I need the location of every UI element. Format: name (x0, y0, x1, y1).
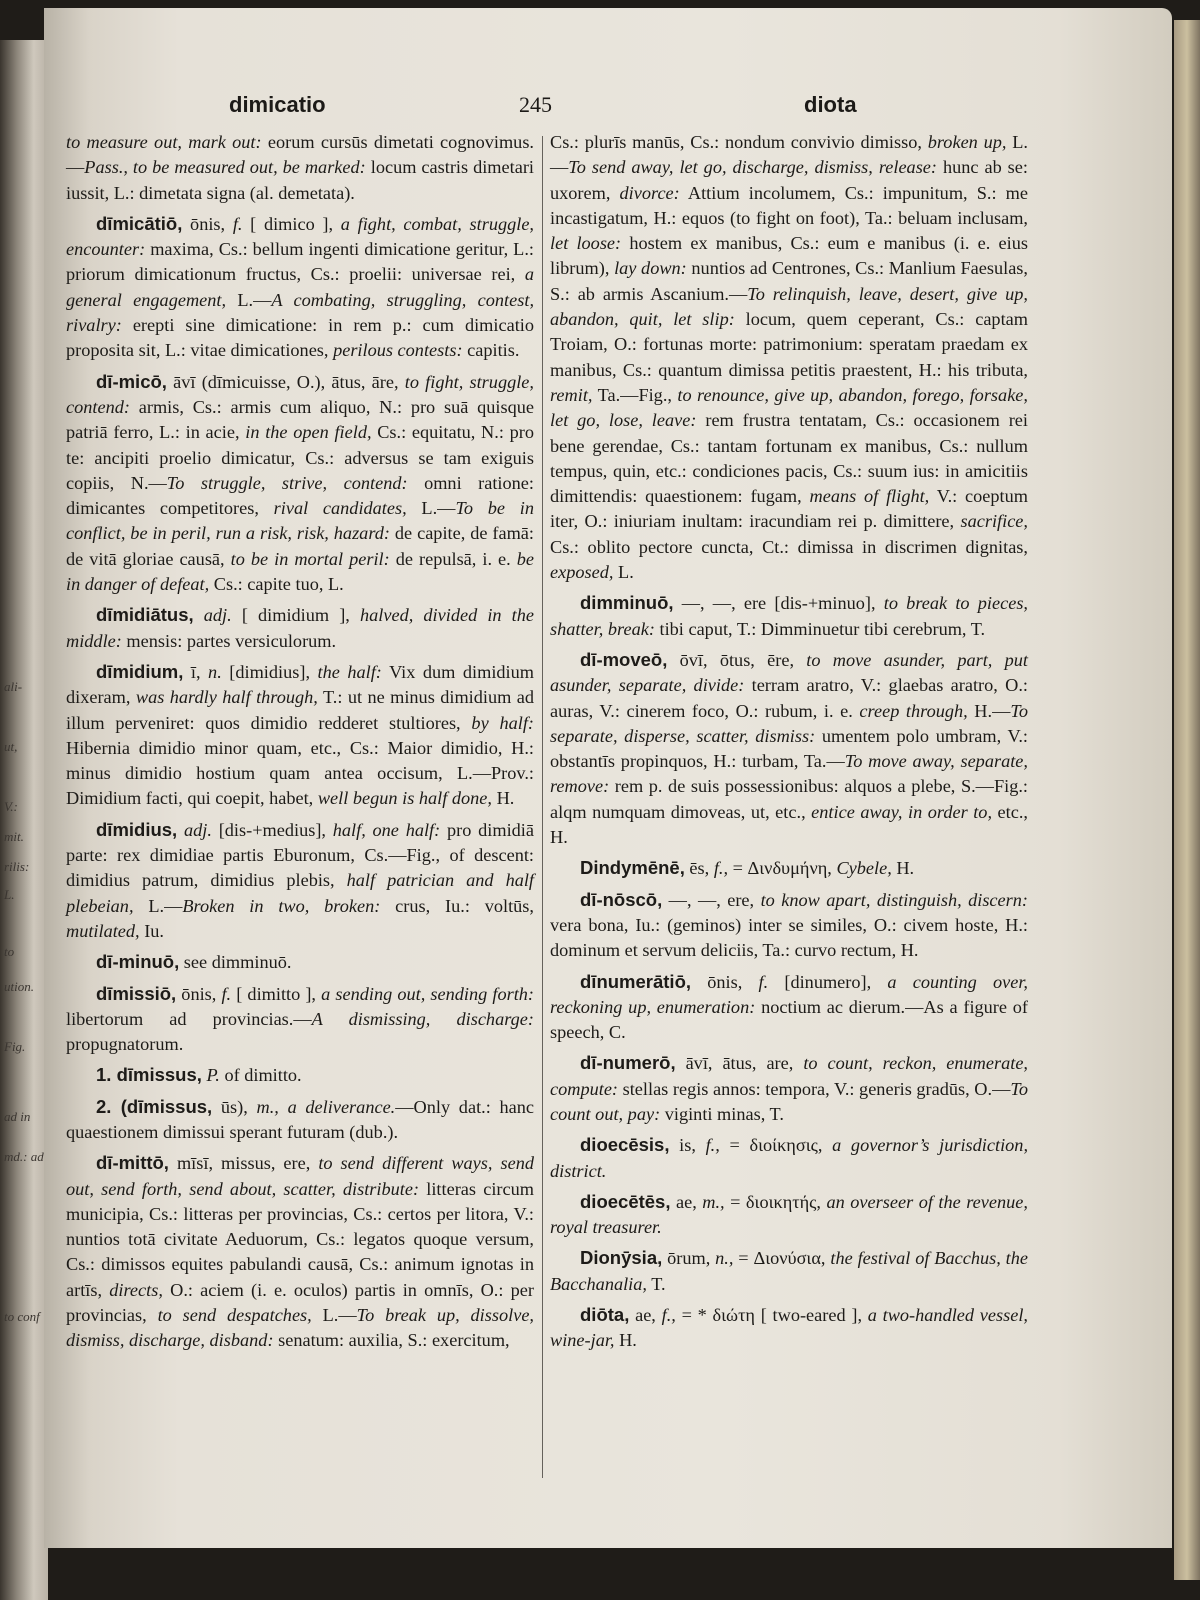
entry-definition: n. (208, 661, 222, 682)
entry-headword: 1. dīmissus, (96, 1064, 202, 1086)
entry-definition: f., (713, 858, 729, 879)
dictionary-entry (66, 602, 534, 654)
entry-text: noctium ac dierum.—As a figure of speech, C. (550, 996, 1029, 1043)
dictionary-entry (66, 1094, 534, 1146)
left-column (66, 130, 534, 1359)
entry-definition: rival candidates, (273, 498, 407, 519)
entry-text: of dimitto. (219, 1065, 302, 1086)
entry-definition: to count, reckon, enumerate, compute: (550, 1053, 1029, 1099)
dictionary-entry (550, 590, 1028, 642)
entry-definition: half, one half: (332, 819, 441, 840)
dictionary-entry (550, 1189, 1028, 1241)
entry-text: T.: ut ne minus dimidium ad illum perveniret: quos dimidio redderet stultiores, (66, 687, 534, 733)
entry-text: = διοικητής, (724, 1191, 827, 1212)
entry-definition: to measure out, mark out: (66, 132, 262, 152)
entry-definition: a counting over, reckoning up, enumeration: (550, 971, 1028, 1017)
entry-headword: dīmicātiō, (96, 212, 183, 234)
entry-text: de repulsā, i. e. (389, 548, 517, 569)
entry-headword: dī-mittō, (96, 1152, 169, 1174)
entry-headword: diōta, (580, 1304, 630, 1326)
entry-definition: divorce: (619, 182, 680, 203)
entry-text: umentem polo umbram, V.: obstantīs propinquos, H.: turbam, Ta.— (550, 725, 1028, 772)
entry-definition: to fight, struggle, contend: (66, 371, 534, 417)
entry-text: [dinumero], (768, 971, 888, 992)
entry-definition: mutilated, (66, 920, 140, 941)
entry-text: Ta.—Fig., (592, 384, 678, 405)
entry-text: capitis. (462, 340, 520, 361)
entry-text: tibi caput, T.: Dimminuetur tibi cerebrum, T. (654, 618, 986, 639)
facing-page-fragment: md.: ad (4, 1149, 44, 1164)
entry-definition: n., (715, 1248, 734, 1269)
dictionary-entry (66, 817, 534, 944)
entry-definition: A dismissing, discharge: (311, 1008, 534, 1029)
dictionary-entry (550, 1132, 1028, 1184)
facing-page-fragment: ution. (4, 979, 34, 994)
entry-definition: A combating, struggling, contest, rivalry: (66, 289, 535, 336)
entry-headword: dīmidium, (96, 660, 184, 682)
entry-definition: was hardly half through, (135, 687, 318, 708)
entry-text: Cs.: capite tuo, L. (209, 574, 344, 595)
entry-definition: To be in conflict, be in peril, run a risk, risk, hazard: (66, 498, 534, 544)
entry-text: ōnis, (176, 983, 222, 1004)
entry-text: locum castris dimetari iussit, L.: dimetata signa (al. demetata). (66, 157, 534, 203)
entry-text: ae, (629, 1305, 662, 1326)
facing-page-fragment: rilis: (4, 859, 30, 874)
dictionary-entry (550, 130, 1028, 585)
entry-text: L.— (226, 289, 272, 310)
entry-definition: well begun is half done, (317, 788, 492, 809)
entry-text: —, —, ere [dis-+minuo], (673, 593, 884, 614)
entry-text: L. (613, 562, 634, 583)
entry-definition: To send away, let go, discharge, dismiss, release: (568, 157, 938, 178)
dictionary-entry (550, 1302, 1028, 1354)
entry-text: armis, Cs.: armis cum aliquo, N.: pro suā quisque patriā ferro, L.: in acie, (66, 396, 534, 443)
facing-page-fragment: mit. (4, 829, 24, 844)
entry-text: L.— (550, 132, 1028, 178)
dictionary-entry (66, 130, 534, 206)
entry-headword: dimminuō, (580, 592, 674, 614)
entry-definition: Cybele, (836, 858, 892, 879)
entry-definition: adj. (203, 605, 232, 626)
entry-text (279, 1097, 288, 1117)
entry-text: [dimidius], (221, 661, 318, 682)
entry-definition: Pass., to be measured out, be marked: (84, 157, 366, 178)
dictionary-entry (66, 1062, 534, 1088)
facing-page-fragment: L. (4, 887, 15, 902)
dictionary-entry (66, 369, 534, 598)
entry-text (177, 820, 184, 840)
entry-text: rem frustra tentatam, Cs.: occasionem rei bene gerendae, Cs.: tantam fortunam ex manibus, Cs.: nullum tempus, quin, etc.: condiciones pacis, Cs.: suum ius: in amicitiis dimittendis: quaestionem: fugam, (550, 410, 1028, 507)
entry-text: Attium incolumem, Cs.: impunitum, S.: me incastigatum, H.: equos (to fight on foot), Ta.: beluam inclusam, (550, 182, 1028, 228)
entry-text: L.— (406, 498, 456, 519)
entry-text: see dimminuō. (179, 952, 292, 973)
facing-page-fragment: V.: (4, 799, 18, 814)
adjacent-page-edge (0, 40, 48, 1600)
entry-text: ōvī, ōtus, ēre, (667, 649, 807, 670)
right-guide-word: diota (804, 92, 857, 117)
entry-text: = διοίκησις, (719, 1135, 833, 1156)
entry-definition: a governor’s jurisdiction, district. (550, 1135, 1029, 1181)
entry-text: terram aratro, V.: glaebas aratro, O.: auras, V.: cinerem foco, O.: rubum, i. e. (550, 675, 1028, 721)
entry-text: = Δινδυμήνη, (728, 858, 837, 879)
entry-definition: let loose: (550, 233, 622, 254)
dictionary-entry (550, 1245, 1028, 1297)
entry-text: [ dimitto ], (231, 983, 322, 1004)
entry-text: ae, (670, 1191, 703, 1212)
page-number: 245 (519, 92, 552, 117)
entry-definition: directs, (109, 1279, 163, 1300)
entry-definition: f., (661, 1305, 676, 1326)
entry-text: O.: aciem (i. e. oculos) partis in omnīs, O.: per provincias, (66, 1279, 534, 1326)
entry-text: H. (891, 858, 915, 879)
entry-text: Cs.: equitatu, N.: pro te: ancipiti proelio dimicatur, Cs.: adversus se tam exiguis copiis, N.— (66, 422, 534, 493)
entry-definition: means of flight, (809, 486, 930, 507)
entry-definition: To separate, disperse, scatter, dismiss: (550, 700, 1029, 746)
entry-headword: dī-minuō, (96, 951, 180, 973)
entry-text: hunc ab se: uxorem, (550, 157, 1028, 203)
dictionary-entry (66, 659, 534, 812)
entry-definition: To relinquish, leave, desert, give up, abandon, quit, let slip: (550, 283, 1028, 330)
entry-definition: a two-handled vessel, wine-jar, (550, 1305, 1028, 1351)
entry-definition: m., (256, 1096, 279, 1117)
entry-text: L.— (133, 895, 183, 916)
entry-headword: dīmissiō, (96, 982, 177, 1004)
column-divider (542, 136, 543, 1478)
entry-text: H.— (967, 700, 1011, 721)
facing-page-fragment: ali- (4, 679, 23, 694)
entry-text: erepti sine dimicatione: in rem p.: cum dimicatio proposita sit, L.: vitae dimicationes, (66, 315, 534, 361)
entry-text: mensis: partes versiculorum. (121, 630, 337, 651)
entry-text: locum, quem ceperant, Cs.: captam Troiam, O.: fortunas morte: patrimonium: speratam praedam ex manibus, Cs.: quantum dimissa petitis praestent, H.: his tributa, (550, 309, 1028, 380)
entry-text: ōrum, (662, 1248, 716, 1269)
entry-text: ōnis, (182, 213, 233, 234)
dictionary-entry (66, 981, 534, 1058)
entry-definition: m., (702, 1191, 725, 1212)
entry-definition: half patrician and half plebeian, (66, 870, 535, 916)
entry-definition: a fight, combat, struggle, encounter: (66, 213, 535, 260)
entry-headword: Dindymēnē, (580, 857, 685, 879)
dictionary-entry (66, 211, 534, 364)
entry-text: H. (614, 1330, 637, 1351)
entry-definition: creep through, (859, 700, 968, 721)
entry-text: eorum cursūs dimetati cognovimus.— (66, 132, 535, 178)
entry-text: Vix dum dimidium dixeram, (66, 661, 534, 708)
entry-headword: dī-nōscō, (580, 888, 663, 910)
entry-text: crus, Iu.: voltūs, (380, 895, 534, 916)
entry-text (194, 605, 204, 625)
entry-text: ūs), (212, 1096, 257, 1117)
entry-definition: by half: (471, 712, 534, 733)
entry-definition: f., (705, 1135, 720, 1156)
entry-definition: remit, (550, 384, 593, 405)
dictionary-entry (66, 949, 534, 975)
entry-definition: Broken in two, broken: (182, 895, 381, 916)
entry-text: ōnis, (691, 971, 759, 992)
entry-text: Cs.: oblito pectore cuncta, Ct.: dimissa in discrimen dignitas, (550, 536, 1028, 557)
facing-page-fragment: to conf (4, 1309, 40, 1324)
entry-headword: dioecētēs, (580, 1190, 671, 1212)
page-edge-stack (1174, 20, 1200, 1580)
entry-definition: in the open field, (245, 422, 372, 443)
entry-text: = * διώτη [ two-eared ], (675, 1305, 868, 1326)
entry-headword: dī-moveō, (580, 648, 668, 670)
entry-definition: to send different ways, send out, send forth, send about, scatter, distribute: (66, 1153, 534, 1199)
dictionary-entry (550, 887, 1028, 964)
entry-definition: to know apart, distinguish, discern: (760, 889, 1029, 910)
entry-text: mīsī, missus, ere, (168, 1153, 319, 1174)
facing-page-fragment: to (4, 944, 15, 959)
entry-headword: dī-numerō, (580, 1052, 676, 1074)
dictionary-entry (550, 1050, 1028, 1127)
entry-definition: To move away, separate, remove: (550, 751, 1028, 797)
entry-text: rem p. de suis possessionibus: alquos a plebe, S.—Fig.: alqm numquam dimoveas, ut, etc., (550, 776, 1028, 822)
entry-definition: perilous contests: (333, 340, 463, 361)
dictionary-entry (550, 969, 1028, 1046)
entry-text: litteras circum municipia, Cs.: litteras per provincias, Cs.: certos per litora, V.: nuntios totā civitate Aeduorum, Cs.: legatos quoque versum, Cs.: dimissos equites pabulandi causā, Cs.: animum ignotas in artīs, (66, 1178, 534, 1300)
entry-definition: halved, divided in the middle: (66, 605, 534, 651)
entry-headword: dīmidiātus, (96, 604, 194, 626)
page-header (44, 88, 1172, 128)
entry-text: stellas regis annos: tempora, V.: generis gradūs, O.— (618, 1078, 1011, 1099)
entry-text: [dis-+medius], (211, 819, 333, 840)
entry-definition: f. (758, 971, 769, 992)
entry-text: L.— (311, 1305, 357, 1326)
entry-text: ēs, (684, 858, 714, 879)
left-guide-word: dimicatio (229, 92, 326, 117)
right-column (550, 130, 1028, 1359)
entry-text: nuntios ad Centrones, Cs.: Manlium Faesulas, S.: ab armis Ascanium.— (550, 258, 1028, 304)
dictionary-page (44, 8, 1172, 1548)
entry-definition: to renounce, give up, abandon, forego, forsake, let go, lose, leave: (550, 384, 1028, 431)
entry-headword: dī-micō, (96, 370, 167, 392)
entry-headword: Dionȳsia, (580, 1247, 663, 1269)
entry-text: omni ratione: dimicantes competitores, (66, 472, 534, 519)
entry-text: Hibernia dimidio minor quam, etc., Cs.: Maior dimidio, H.: minus dimidio hostium quam antea occisum, L.—Prov.: Dimidium facti, qui coepit, habet, (66, 737, 534, 809)
entry-text: maxima, Cs.: bellum ingenti dimicatione geritur, L.: priorum dimicationum fructus, Cs.: proelii: universae rei, (66, 239, 534, 285)
entry-definition: the half: (317, 661, 382, 682)
dictionary-entry (66, 1150, 534, 1353)
entry-definition: To struggle, strive, contend: (166, 472, 408, 493)
entry-definition: P. (206, 1065, 220, 1086)
entry-text: V.: coeptum iter, O.: iniuriam inultam: iracundiam rei p. dimittere, (550, 486, 1028, 532)
entry-text: propugnatorum. (66, 1034, 184, 1055)
entry-headword: dīnumerātiō, (580, 970, 692, 992)
entry-definition: a deliverance. (287, 1096, 396, 1117)
entry-headword: dioecēsis, (580, 1134, 670, 1156)
entry-text: pro dimidiā parte: rex dimidiae partis Eburonum, Cs.—Fig., of descent: dimidius patrum, dimidius plebis, (66, 819, 534, 891)
entry-text: ī, (183, 661, 209, 682)
entry-definition: to break to pieces, shatter, break: (550, 593, 1029, 639)
entry-text: senatum: auxilia, S.: exercitum, (273, 1330, 510, 1351)
facing-page-fragment: Fig. (4, 1039, 26, 1054)
entry-text: hostem ex manibus, Cs.: eum e manibus (i. e. eius librum), (550, 233, 1028, 279)
entry-definition: be in danger of defeat, (66, 548, 534, 595)
entry-text: [ dimico ], (242, 213, 341, 234)
entry-definition: to be in mortal peril: (230, 548, 390, 569)
entry-definition: f. (221, 983, 232, 1004)
entry-text: de capite, de famā: de vitā gloriae causā, (66, 523, 534, 569)
entry-definition: f. (232, 213, 243, 234)
entry-text: is, (669, 1135, 706, 1156)
entry-definition: a general engagement, (66, 264, 534, 310)
entry-definition: the festival of Bacchus, the Bacchanalia, (550, 1248, 1028, 1294)
entry-headword: dīmidius, (96, 818, 178, 840)
dictionary-entry (550, 647, 1028, 850)
entry-definition: an overseer of the revenue, royal treasurer. (550, 1191, 1028, 1238)
entry-text: etc., H. (550, 801, 1028, 848)
entry-text: —Only dat.: hanc quaestionem dimissui sperant futuram (dub.). (66, 1096, 535, 1142)
entry-text: —, —, ere, (662, 889, 761, 910)
entry-text: [ dimidium ], (231, 605, 360, 626)
dictionary-entry (550, 855, 1028, 881)
facing-page-fragment: ad in (4, 1109, 31, 1124)
facing-page-fragment: ut, (4, 739, 18, 754)
entry-definition: to send despatches, (157, 1305, 312, 1326)
entry-text: viginti minas, T. (660, 1103, 784, 1124)
entry-definition: lay down: (614, 258, 687, 279)
entry-text: āvī (dīmicuisse, O.), ātus, āre, (166, 371, 405, 392)
entry-text: vera bona, Iu.: (geminos) inter se similes, O.: civem hoste, H.: dominum et servum deliciis, Ta.: curvo rectum, H. (550, 914, 1028, 961)
entry-text: libertorum ad provincias.— (66, 1008, 312, 1029)
entry-text: H. (492, 788, 515, 809)
entry-text: T. (646, 1273, 666, 1294)
entry-definition: to move asunder, part, put asunder, separate, divide: (550, 649, 1028, 696)
entry-definition: To count out, pay: (550, 1078, 1028, 1124)
entry-definition: adj. (183, 819, 212, 840)
entry-text: = Διονύσια, (733, 1248, 831, 1269)
entry-definition: To break up, dissolve, dismiss, discharge, disband: (66, 1305, 535, 1351)
entry-definition: sacrifice, (960, 511, 1028, 532)
entry-text: Iu. (139, 920, 164, 941)
entry-text: Cs.: plurīs manūs, Cs.: nondum convivio dimisso, (550, 132, 928, 152)
entry-headword: 2. (dīmissus, (96, 1095, 213, 1117)
entry-definition: entice away, in order to, (811, 801, 993, 822)
entry-definition: exposed, (550, 562, 614, 583)
entry-definition: a sending out, sending forth: (321, 983, 535, 1004)
entry-definition: broken up, (927, 132, 1007, 152)
entry-text: āvī, ātus, are, (675, 1053, 804, 1074)
